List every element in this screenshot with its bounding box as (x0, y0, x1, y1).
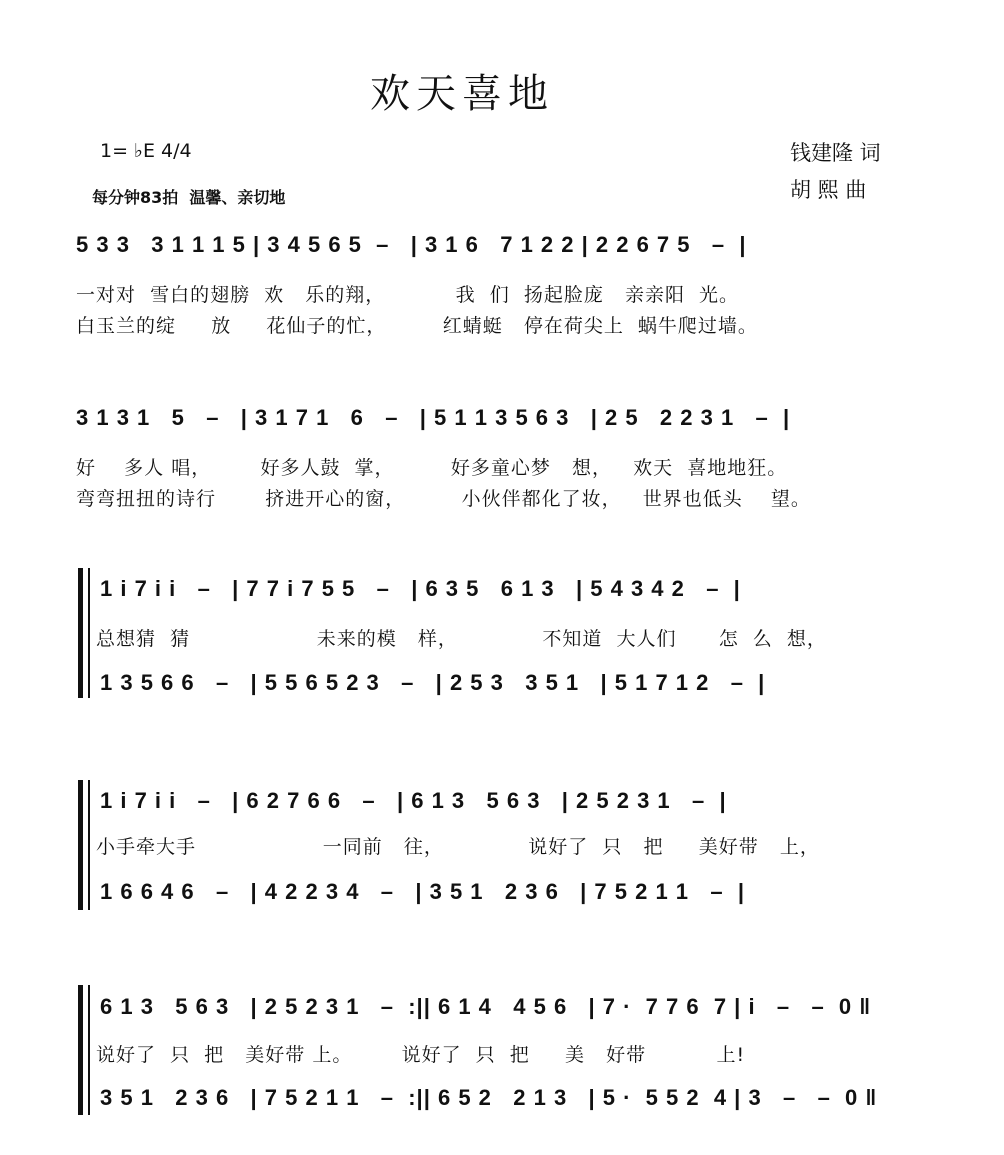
system-3-lyric: 总想猜 猜 未来的模 样， 不知道 大人们 怎 么 想， (96, 628, 827, 650)
composer-credit: 胡 熙 曲 (790, 178, 867, 202)
lyricist-credit: 钱建隆 词 (790, 141, 881, 165)
system-3-brace (78, 568, 83, 698)
system-5-lyric: 说好了 只 把 美好带 上。 说好了 只 把 美 好带 上! (96, 1044, 746, 1066)
system-5-brace-line (88, 985, 90, 1115)
system-4-brace (78, 780, 83, 910)
system-3-upper-part: 1 i 7 i i – | 7 7 i 7 5 5 – | 6 3 5 6 1 3 | 5 4 3 4 2 – | (100, 576, 741, 601)
song-title: 欢天喜地 (370, 71, 554, 117)
system-2-melody: 3 1 3 1 5 – | 3 1 7 1 6 – | 5 1 1 3 5 6 3 | 2 5 2 2 3 1 – | (76, 405, 791, 430)
system-5-lower-part: 3 5 1 2 3 6 | 7 5 2 1 1 – :|| 6 5 2 2 1 3 | 5 · 5 5 2 4 | 3 – – 0 ‖ (100, 1085, 878, 1110)
system-5-upper-part: 6 1 3 5 6 3 | 2 5 2 3 1 – :|| 6 1 4 4 5 6 | 7 · 7 7 6 7 | i – – 0 ‖ (100, 994, 872, 1019)
system-4-lower-part: 1 6 6 4 6 – | 4 2 2 3 4 – | 3 5 1 2 3 6 | 7 5 2 1 1 – | (100, 879, 745, 904)
system-2-lyric-verse-2: 弯弯扭扭的诗行 挤进开心的窗， 小伙伴都化了妆， 世界也低头 望。 (76, 488, 811, 510)
system-5-brace (78, 985, 83, 1115)
system-1-lyric-verse-2: 白玉兰的绽 放 花仙子的忙， 红蜻蜓 停在荷尖上 蜗牛爬过墙。 (76, 315, 758, 337)
tempo-marking: 每分钟83拍 温馨、亲切地 (92, 188, 286, 207)
system-3-lower-part: 1 3 5 6 6 – | 5 5 6 5 2 3 – | 2 5 3 3 5 1 | 5 1 7 1 2 – | (100, 670, 766, 695)
system-4-lyric: 小手牵大手 一同前 往， 说好了 只 把 美好带 上， (96, 836, 820, 858)
system-4-brace-line (88, 780, 90, 910)
key-signature: 1= ♭E 4/4 (100, 140, 192, 162)
system-4-upper-part: 1 i 7 i i – | 6 2 7 6 6 – | 6 1 3 5 6 3 | 2 5 2 3 1 – | (100, 788, 727, 813)
system-1-lyric-verse-1: 一对对 雪白的翅膀 欢 乐的翔， 我 们 扬起脸庞 亲亲阳 光。 (76, 284, 740, 306)
system-1-melody: 5 3 3 3 1 1 1 5 | 3 4 5 6 5 – | 3 1 6 7 1 2 2 | 2 2 6 7 5 – | (76, 232, 747, 257)
system-3-brace-line (88, 568, 90, 698)
system-2-lyric-verse-1: 好 多人 唱， 好多人鼓 掌， 好多童心梦 想， 欢天 喜地地狂。 (76, 457, 788, 479)
